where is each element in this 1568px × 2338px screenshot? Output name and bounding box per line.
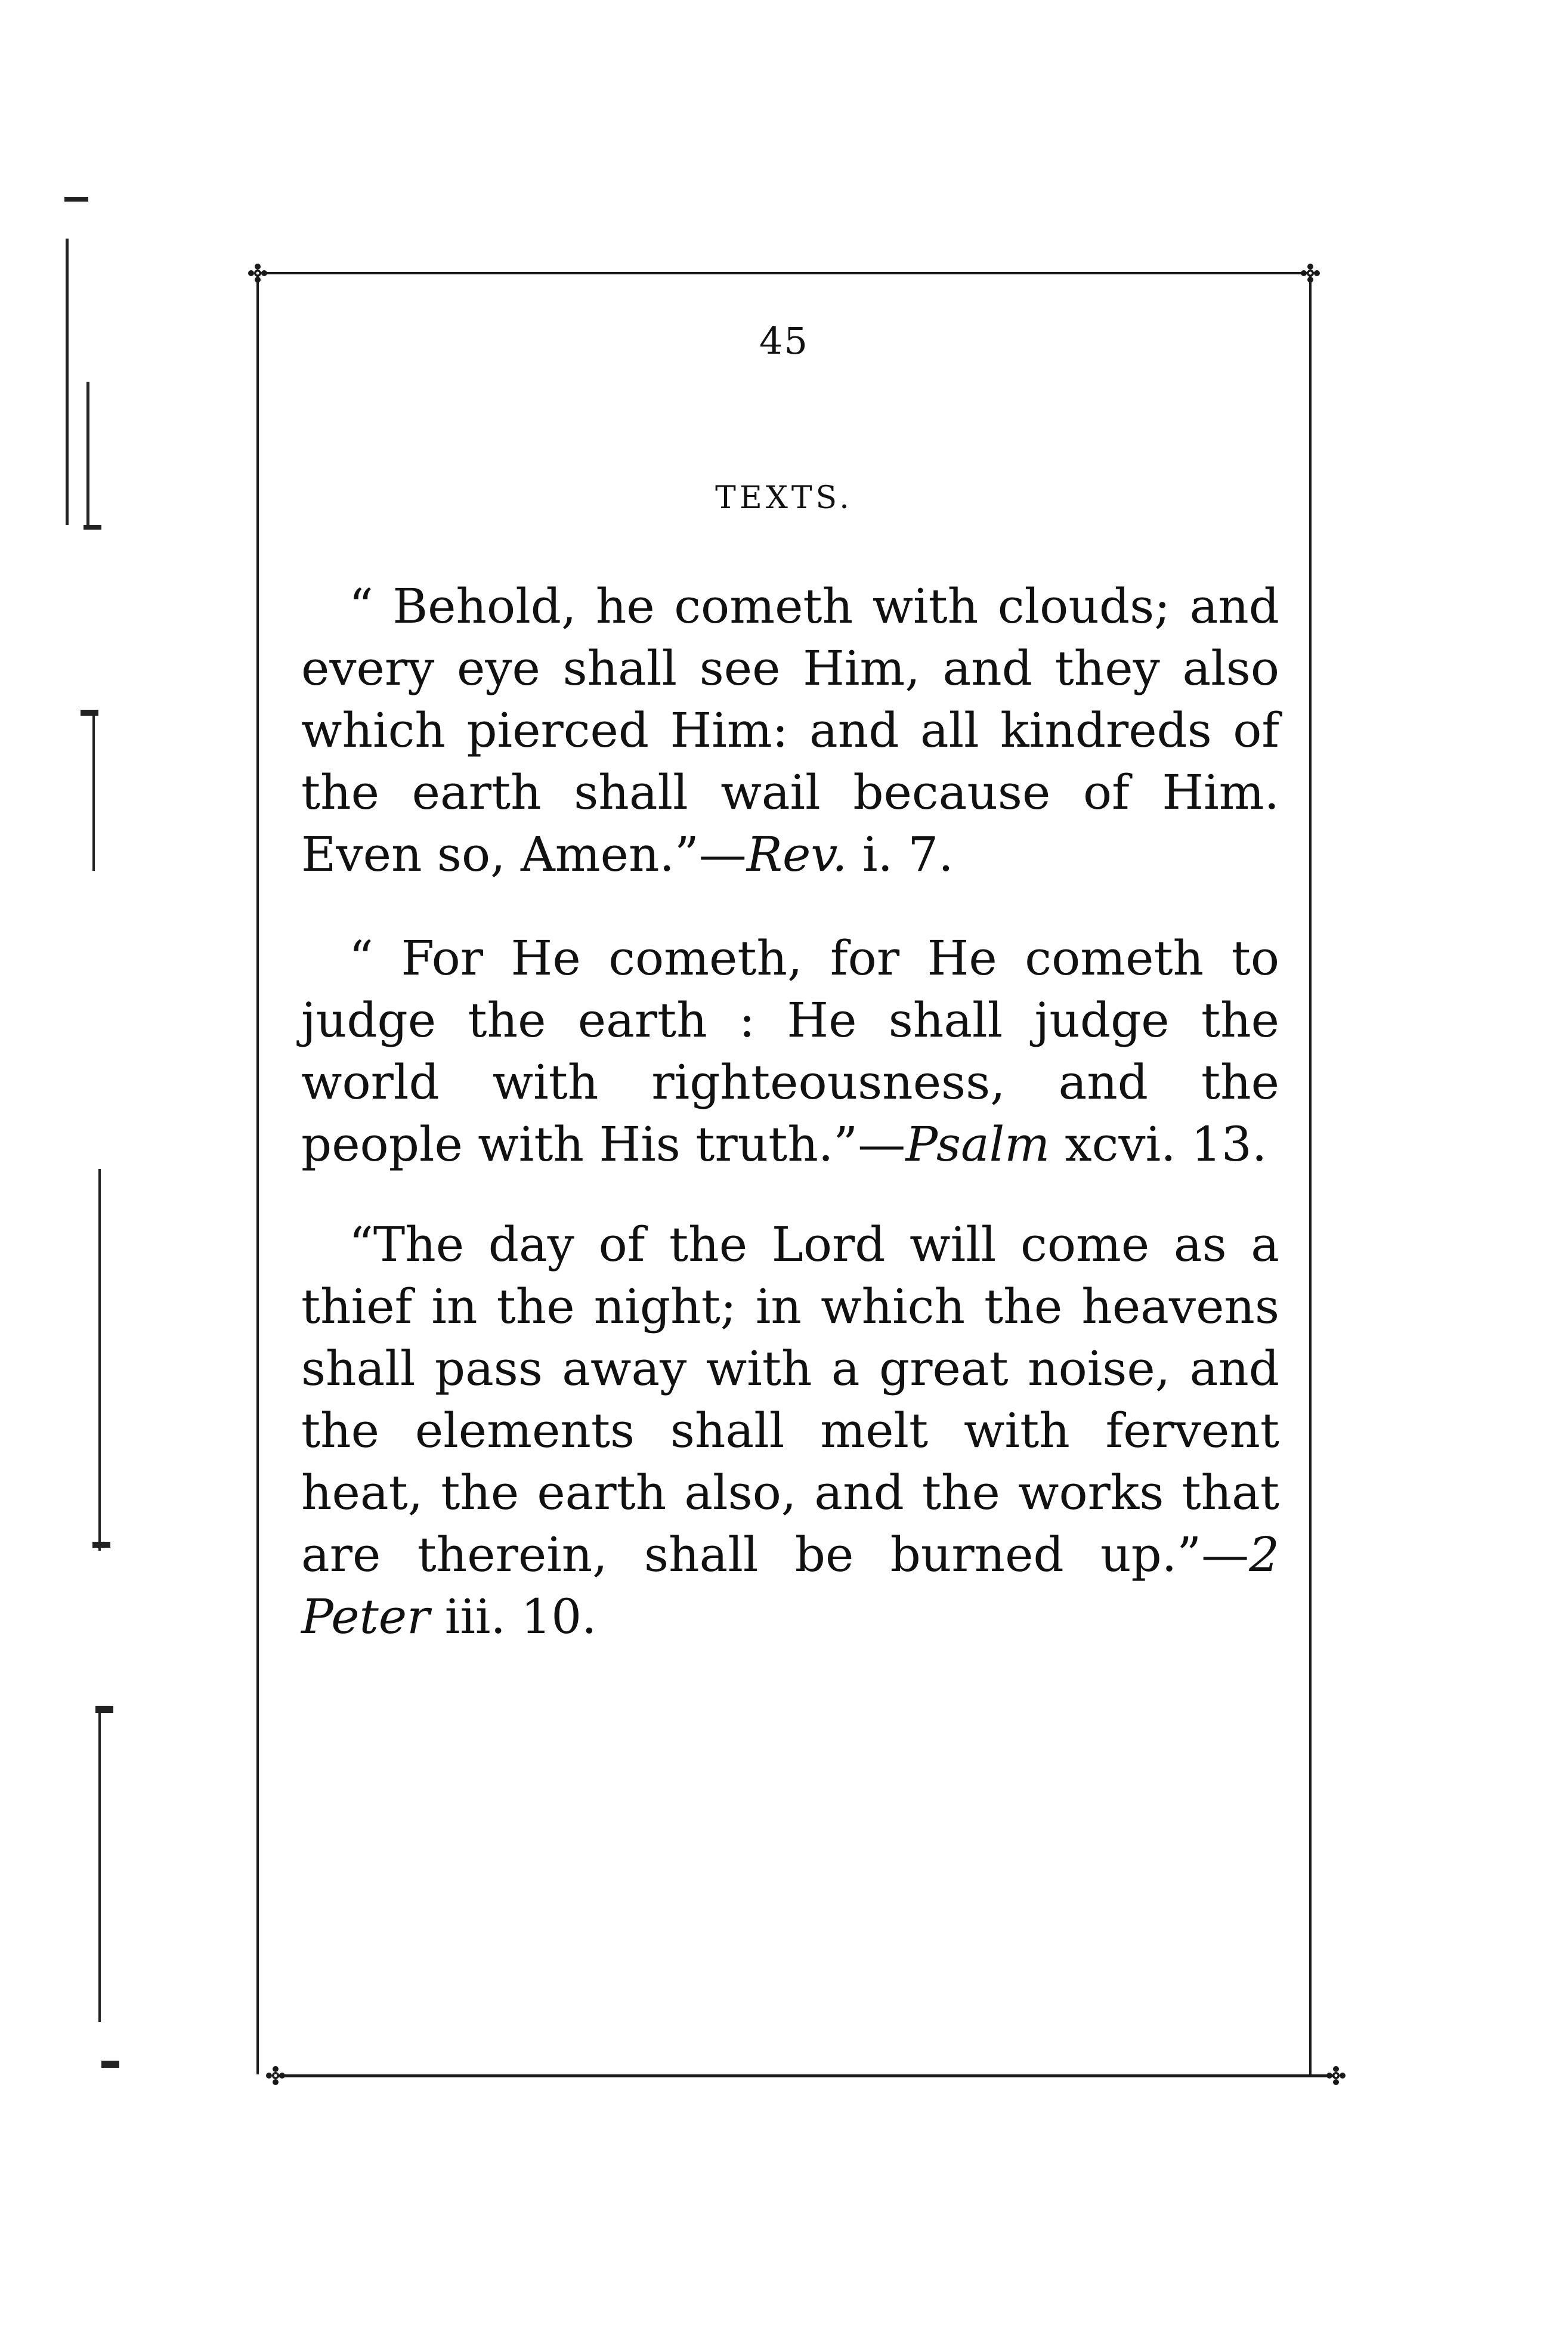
corner-ornament-icon — [248, 263, 268, 283]
scripture-passage — [301, 927, 1279, 1176]
passage-paragraph — [301, 576, 1279, 886]
border-bottom-line — [277, 2074, 1336, 2077]
scan-mark — [64, 197, 88, 202]
corner-ornament-icon — [1326, 2065, 1346, 2086]
reference-verse: iii. 10. — [429, 1589, 597, 1644]
scan-mark — [98, 1169, 101, 1551]
scripture-passage — [301, 576, 1279, 886]
scan-mark — [98, 1712, 101, 2022]
passage-quote: “The day of the Lord will come as a thief in the night; in which the heavens shall pass away with a great noise, and the elements shall melt with fervent heat, the earth also, and the works that are therein, shall be burned up.”— — [301, 1217, 1279, 1582]
border-left-line — [256, 272, 259, 2074]
scan-mark — [92, 716, 95, 871]
passage-paragraph — [301, 927, 1279, 1176]
scripture-passage — [301, 1214, 1279, 1648]
reference-book: Rev. — [746, 827, 848, 882]
border-top-line — [256, 272, 1315, 274]
corner-ornament-icon — [1300, 263, 1320, 283]
corner-ornament-icon — [265, 2065, 286, 2086]
passage-paragraph — [301, 1214, 1279, 1648]
page-heading: TEXTS. — [715, 480, 853, 516]
passage-quote: “ For He cometh, for He cometh to judge the earth : He shall judge the world with righteousness, and the people with His truth.”— — [301, 930, 1279, 1172]
scan-mark — [92, 1542, 110, 1548]
reference-book: Psalm — [905, 1117, 1050, 1172]
reference-book: 2 Peter — [301, 1527, 1279, 1644]
page-number: 45 — [759, 319, 809, 363]
reference-verse: xcvi. 13. — [1050, 1117, 1267, 1172]
border-right-line — [1309, 272, 1312, 2077]
reference-verse: i. 7. — [847, 827, 954, 882]
scan-mark — [83, 525, 101, 530]
scan-mark — [101, 2061, 119, 2068]
passage-quote: “ Behold, he cometh with clouds; and every eye shall see Him, and they also which pierced Him: and all kindreds of the earth shall wail because of Him. Even so, Amen.”— — [301, 579, 1279, 882]
scan-mark — [81, 710, 98, 716]
